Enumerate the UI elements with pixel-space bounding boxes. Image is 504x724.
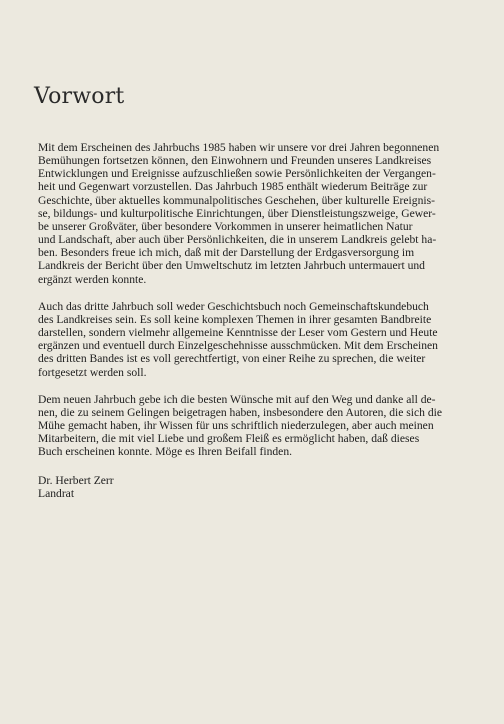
paragraph-line: des dritten Bandes ist es voll gerechtfertigt, von einer Reihe zu sprechen, die weiter	[38, 352, 426, 366]
signature-name: Dr. Herbert Zerr	[38, 474, 114, 487]
paragraph-line: Mitarbeitern, die mit viel Liebe und großem Fleiß es ermöglicht haben, daß dieses	[38, 432, 420, 446]
foreword-body	[38, 141, 468, 458]
paragraph-line: Landkreis der Bericht über den Umweltschutz im letzten Jahrbuch untermauert und	[38, 259, 425, 273]
paragraph-line: ergänzt werden konnte.	[38, 272, 147, 286]
paragraph-line: be unserer Großväter, über besondere Vorkommen in unserer heimatlichen Natur	[38, 219, 413, 233]
paragraph-line: heit und Gegenwart vorzustellen. Das Jahrbuch 1985 enthält wiederum Beiträge zur	[38, 180, 428, 194]
paragraph-line: Bemühungen fortsetzen können, den Einwohnern und Freunden unseres Landkreises	[38, 154, 432, 168]
paragraph-line: se, bildungs- und kulturpolitische Einrichtungen, über Dienstleistungszweige, Gewer-	[38, 206, 436, 220]
page-title: Vorwort	[34, 84, 125, 109]
paragraph-line: darstellen, sondern vielmehr allgemeine Kenntnisse der Leser vom Gestern und Heute	[38, 326, 438, 340]
paragraph-line: Auch das dritte Jahrbuch soll weder Geschichtsbuch noch Gemeinschaftskundebuch	[38, 299, 429, 313]
paragraph-line: nen, die zu seinem Gelingen beigetragen haben, insbesondere den Autoren, die sich die	[38, 405, 443, 419]
paragraph-line: Buch erscheinen konnte. Möge es Ihren Beifall finden.	[38, 445, 293, 459]
paragraph-1	[38, 141, 468, 286]
signature-role: Landrat	[38, 487, 75, 500]
paragraph-line: fortgesetzt werden soll.	[38, 365, 147, 379]
paragraph-line: Dem neuen Jahrbuch gebe ich die besten Wünsche mit auf den Weg und danke all de-	[38, 392, 436, 406]
paragraph-line: Geschichte, über aktuelles kommunalpolitisches Geschehen, über kulturelle Ereignis-	[38, 193, 435, 207]
paragraph-line: ben. Besonders freue ich mich, daß mit der Darstellung der Erdgasversorgung im	[38, 246, 415, 260]
paragraph-line: und Landschaft, aber auch über Persönlichkeiten, die in unserem Landkreis gelebt ha-	[38, 233, 437, 247]
paragraph-line: ergänzen und eventuell durch Einzelgeschehnisse ausschmücken. Mit dem Erscheinen	[38, 339, 438, 353]
paragraph-2	[38, 300, 468, 379]
signature-block	[38, 474, 114, 500]
paragraph-3	[38, 393, 468, 459]
paragraph-line: Entwicklungen und Ereignisse aufzuschließen sowie Persönlichkeiten der Vergangen-	[38, 167, 436, 181]
paragraph-line: Mühe gemacht haben, ihr Wissen für uns schriftlich niederzulegen, aber auch meinen	[38, 418, 434, 432]
paragraph-line: des Landkreises sein. Es soll keine komplexen Themen in ihrer gesamten Bandbreite	[38, 312, 432, 326]
paragraph-line: Mit dem Erscheinen des Jahrbuchs 1985 haben wir unsere vor drei Jahren begonnenen	[38, 141, 440, 154]
